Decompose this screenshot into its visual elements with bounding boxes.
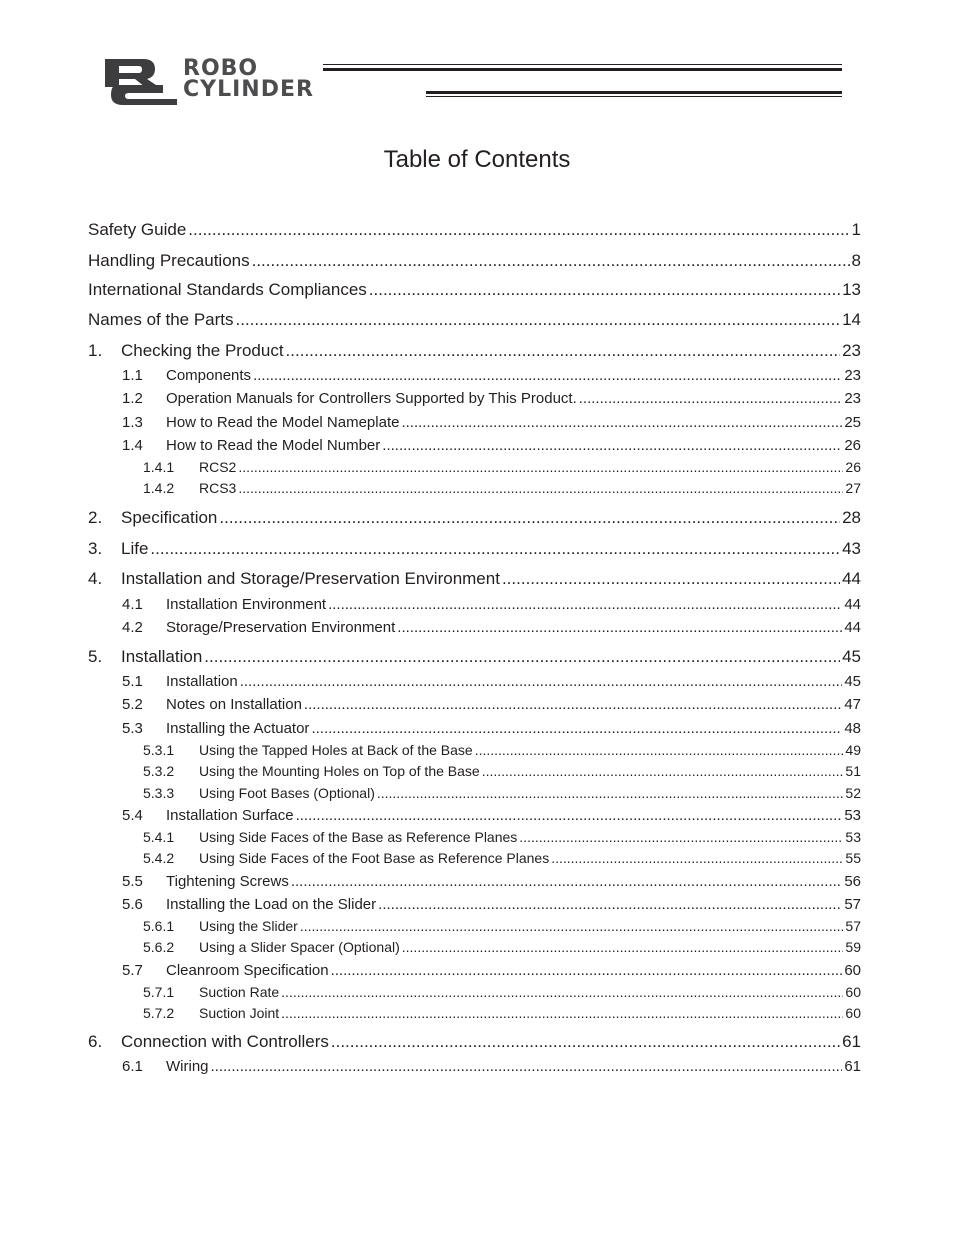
toc-entry[interactable] bbox=[143, 480, 861, 496]
toc-entry[interactable] bbox=[122, 437, 861, 454]
toc-entry-page: 61 bbox=[842, 1032, 861, 1051]
toc-entry-title: Installation bbox=[166, 673, 238, 690]
toc-entry-title: Tightening Screws bbox=[166, 873, 289, 890]
toc-entry[interactable] bbox=[122, 367, 861, 384]
toc-entry-page: 44 bbox=[844, 596, 861, 613]
toc-entry-number: 5.2 bbox=[122, 696, 143, 713]
toc-entry-title: How to Read the Model Nameplate bbox=[166, 414, 400, 431]
toc-entry-page: 28 bbox=[842, 508, 861, 527]
toc-leader-dots bbox=[281, 1005, 843, 1021]
toc-entry-title: Life bbox=[121, 539, 149, 558]
toc-leader-dots bbox=[204, 647, 840, 667]
toc-entry[interactable] bbox=[122, 873, 861, 890]
toc-entry-title: Safety Guide bbox=[88, 220, 187, 239]
brand-wordmark bbox=[183, 58, 314, 100]
toc-entry-page: 56 bbox=[844, 873, 861, 890]
toc-leader-dots bbox=[401, 414, 842, 431]
toc-entry-page: 61 bbox=[844, 1058, 861, 1075]
toc-entry-number: 2. bbox=[88, 508, 103, 527]
page-header bbox=[0, 0, 954, 120]
toc-entry[interactable] bbox=[88, 539, 861, 559]
toc-entry-title: Using a Slider Spacer (Optional) bbox=[199, 939, 400, 955]
toc-entry[interactable] bbox=[143, 1005, 861, 1021]
toc-entry-number: 5. bbox=[88, 647, 103, 666]
toc-entry-page: 59 bbox=[845, 939, 861, 955]
toc-entry[interactable] bbox=[88, 508, 861, 528]
toc-entry-number: 4.2 bbox=[122, 619, 143, 636]
toc-entry[interactable] bbox=[122, 1058, 861, 1075]
toc-entry-number: 5.3 bbox=[122, 720, 143, 737]
header-rule bbox=[426, 96, 842, 97]
toc-entry-title: Using the Mounting Holes on Top of the Base bbox=[199, 763, 480, 779]
toc-leader-dots bbox=[150, 539, 840, 559]
toc-entry-number: 1.3 bbox=[122, 414, 143, 431]
toc-entry-title: Installing the Load on the Slider bbox=[166, 896, 377, 913]
toc-entry-page: 44 bbox=[842, 569, 861, 588]
toc-leader-dots bbox=[402, 939, 844, 955]
toc-entry-page: 55 bbox=[845, 850, 861, 866]
toc-entry[interactable] bbox=[122, 696, 861, 713]
toc-entry-page: 8 bbox=[851, 251, 861, 270]
toc-entry-page: 43 bbox=[842, 539, 861, 558]
header-rule bbox=[426, 91, 842, 94]
toc-entry-number: 1.4.1 bbox=[143, 459, 175, 475]
toc-entry-page: 60 bbox=[844, 962, 861, 979]
toc-entry-number: 5.4.2 bbox=[143, 850, 175, 866]
toc-entry-page: 53 bbox=[845, 829, 861, 845]
toc-entry-page: 25 bbox=[844, 414, 861, 431]
toc-entry-number: 5.5 bbox=[122, 873, 143, 890]
toc-entry-title: Using the Slider bbox=[199, 918, 298, 934]
toc-entry-title: Operation Manuals for Controllers Supported by This Product. bbox=[166, 390, 577, 407]
toc-entry-title: Wiring bbox=[166, 1058, 209, 1075]
toc-entry[interactable] bbox=[88, 251, 861, 271]
toc-entry-page: 23 bbox=[844, 367, 861, 384]
toc-entry-title: Using Side Faces of the Base as Reference Planes bbox=[199, 829, 518, 845]
toc-entry-page: 1 bbox=[851, 220, 861, 239]
toc-entry-page: 60 bbox=[845, 1005, 861, 1021]
toc-entry[interactable] bbox=[143, 763, 861, 779]
toc-entry[interactable] bbox=[122, 720, 861, 737]
toc-entry-title: Using Side Faces of the Foot Base as Reference Planes bbox=[199, 850, 550, 866]
toc-entry-page: 13 bbox=[842, 280, 861, 299]
toc-entry-number: 5.7.2 bbox=[143, 1005, 175, 1021]
toc-leader-dots bbox=[219, 508, 840, 528]
brand-line1: ROBO bbox=[183, 56, 259, 81]
toc-entry[interactable] bbox=[143, 850, 861, 866]
toc-leader-dots bbox=[551, 850, 843, 866]
toc-entry-title: Suction Rate bbox=[199, 984, 280, 1000]
toc-entry[interactable] bbox=[143, 785, 861, 801]
toc-entry-title: Handling Precautions bbox=[88, 251, 250, 270]
toc-leader-dots bbox=[328, 596, 842, 613]
toc-entry-number: 5.6.2 bbox=[143, 939, 175, 955]
toc-entry-title: Installation and Storage/Preservation Environment bbox=[121, 569, 500, 588]
toc-entry[interactable] bbox=[143, 459, 861, 475]
toc-entry[interactable] bbox=[122, 619, 861, 636]
toc-leader-dots bbox=[378, 896, 842, 913]
toc-leader-dots bbox=[236, 310, 841, 330]
toc-entry[interactable] bbox=[122, 390, 861, 407]
toc-leader-dots bbox=[296, 807, 843, 824]
toc-leader-dots bbox=[382, 437, 842, 454]
toc-entry-title: Installation Environment bbox=[166, 596, 327, 613]
toc-entry-number: 6. bbox=[88, 1032, 103, 1051]
toc-entry-page: 23 bbox=[844, 390, 861, 407]
toc-entry-title: Suction Joint bbox=[199, 1005, 280, 1021]
toc-entry[interactable] bbox=[122, 414, 861, 431]
toc-entry-page: 53 bbox=[844, 807, 861, 824]
toc-entry-number: 1. bbox=[88, 341, 103, 360]
toc-entry-page: 48 bbox=[844, 720, 861, 737]
toc-entry-title: Names of the Parts bbox=[88, 310, 234, 329]
toc-leader-dots bbox=[579, 390, 843, 407]
toc-entry-page: 60 bbox=[845, 984, 861, 1000]
toc-entry-title: Cleanroom Specification bbox=[166, 962, 329, 979]
toc-leader-dots bbox=[369, 280, 840, 300]
toc-entry-page: 57 bbox=[845, 918, 861, 934]
toc-entry-page: 14 bbox=[842, 310, 861, 329]
toc-entry-title: Notes on Installation bbox=[166, 696, 302, 713]
toc-entry-page: 44 bbox=[844, 619, 861, 636]
toc-leader-dots bbox=[304, 696, 842, 713]
toc-leader-dots bbox=[286, 341, 841, 361]
toc-entry-title: Installing the Actuator bbox=[166, 720, 310, 737]
toc-entry[interactable] bbox=[88, 569, 861, 589]
toc-entry[interactable] bbox=[143, 939, 861, 955]
toc-entry-number: 6.1 bbox=[122, 1058, 143, 1075]
toc-leader-dots bbox=[519, 829, 843, 845]
toc-entry-title: Using the Tapped Holes at Back of the Base bbox=[199, 742, 473, 758]
toc-leader-dots bbox=[253, 367, 842, 384]
header-rule bbox=[323, 68, 842, 71]
toc-entry-title: Installation Surface bbox=[166, 807, 294, 824]
toc-entry-page: 49 bbox=[845, 742, 861, 758]
toc-entry-number: 3. bbox=[88, 539, 103, 558]
toc-entry-title: International Standards Compliances bbox=[88, 280, 367, 299]
toc-leader-dots bbox=[331, 1032, 840, 1052]
toc-entry-number: 5.1 bbox=[122, 673, 143, 690]
toc-leader-dots bbox=[238, 459, 843, 475]
toc-entry-number: 5.6.1 bbox=[143, 918, 175, 934]
toc-entry-number: 5.4 bbox=[122, 807, 143, 824]
toc-entry[interactable] bbox=[122, 807, 861, 824]
toc-leader-dots bbox=[252, 251, 850, 271]
toc-entry-number: 5.7 bbox=[122, 962, 143, 979]
toc-entry-title: Components bbox=[166, 367, 252, 384]
toc-entry-number: 1.4.2 bbox=[143, 480, 175, 496]
toc-entry-page: 23 bbox=[842, 341, 861, 360]
toc-entry[interactable] bbox=[122, 896, 861, 913]
toc-entry-title: How to Read the Model Number bbox=[166, 437, 381, 454]
toc-leader-dots bbox=[188, 220, 849, 240]
toc-entry[interactable] bbox=[88, 1032, 861, 1052]
toc-entry[interactable] bbox=[143, 829, 861, 845]
toc-entry-number: 5.6 bbox=[122, 896, 143, 913]
toc-leader-dots bbox=[377, 785, 844, 801]
brand-line2: CYLINDER bbox=[183, 77, 314, 102]
toc-entry-title: Storage/Preservation Environment bbox=[166, 619, 396, 636]
toc-entry-page: 57 bbox=[844, 896, 861, 913]
toc-entry-title: RCS2 bbox=[199, 459, 237, 475]
toc-entry-number: 1.4 bbox=[122, 437, 143, 454]
toc-entry[interactable] bbox=[143, 984, 861, 1000]
toc-entry[interactable] bbox=[88, 647, 861, 667]
toc-entry[interactable] bbox=[122, 962, 861, 979]
toc-leader-dots bbox=[502, 569, 840, 589]
toc-leader-dots bbox=[331, 962, 843, 979]
toc-entry-number: 5.3.1 bbox=[143, 742, 175, 758]
page-title: Table of Contents bbox=[383, 146, 571, 173]
toc-entry[interactable] bbox=[88, 310, 861, 330]
toc-entry[interactable] bbox=[88, 220, 861, 240]
toc-entry[interactable] bbox=[88, 341, 861, 361]
toc-leader-dots bbox=[281, 984, 843, 1000]
toc-entry-title: Checking the Product bbox=[121, 341, 284, 360]
toc-leader-dots bbox=[311, 720, 842, 737]
toc-entry-title: RCS3 bbox=[199, 480, 237, 496]
toc-entry-page: 45 bbox=[844, 673, 861, 690]
toc-leader-dots bbox=[240, 673, 843, 690]
toc-entry-page: 27 bbox=[845, 480, 861, 496]
toc-entry-page: 51 bbox=[845, 763, 861, 779]
toc-leader-dots bbox=[475, 742, 844, 758]
toc-entry-number: 5.4.1 bbox=[143, 829, 175, 845]
toc-entry-number: 5.3.3 bbox=[143, 785, 175, 801]
toc-entry[interactable] bbox=[143, 742, 861, 758]
toc-entry-title: Installation bbox=[121, 647, 203, 666]
toc-entry-number: 4. bbox=[88, 569, 103, 588]
toc-entry[interactable] bbox=[143, 918, 861, 934]
toc-leader-dots bbox=[211, 1058, 843, 1075]
toc-entry-page: 26 bbox=[844, 437, 861, 454]
toc-leader-dots bbox=[397, 619, 842, 636]
toc-entry-page: 45 bbox=[842, 647, 861, 666]
toc-entry-page: 26 bbox=[845, 459, 861, 475]
toc-entry-number: 5.3.2 bbox=[143, 763, 175, 779]
header-rule bbox=[323, 64, 842, 65]
toc-leader-dots bbox=[482, 763, 844, 779]
toc-entry-page: 52 bbox=[845, 785, 861, 801]
toc-entry-number: 1.2 bbox=[122, 390, 143, 407]
toc-entry-title: Using Foot Bases (Optional) bbox=[199, 785, 375, 801]
toc-leader-dots bbox=[300, 918, 844, 934]
rc-logo-icon bbox=[103, 57, 179, 105]
toc-leader-dots bbox=[238, 480, 843, 496]
toc-entry-title: Specification bbox=[121, 508, 218, 527]
toc-entry-number: 4.1 bbox=[122, 596, 143, 613]
toc-entry-number: 1.1 bbox=[122, 367, 143, 384]
toc-entry[interactable] bbox=[88, 280, 861, 300]
toc-entry-title: Connection with Controllers bbox=[121, 1032, 329, 1051]
toc-entry-page: 47 bbox=[844, 696, 861, 713]
toc-entry[interactable] bbox=[122, 673, 861, 690]
toc-entry-number: 5.7.1 bbox=[143, 984, 175, 1000]
toc-entry[interactable] bbox=[122, 596, 861, 613]
toc-leader-dots bbox=[291, 873, 842, 890]
